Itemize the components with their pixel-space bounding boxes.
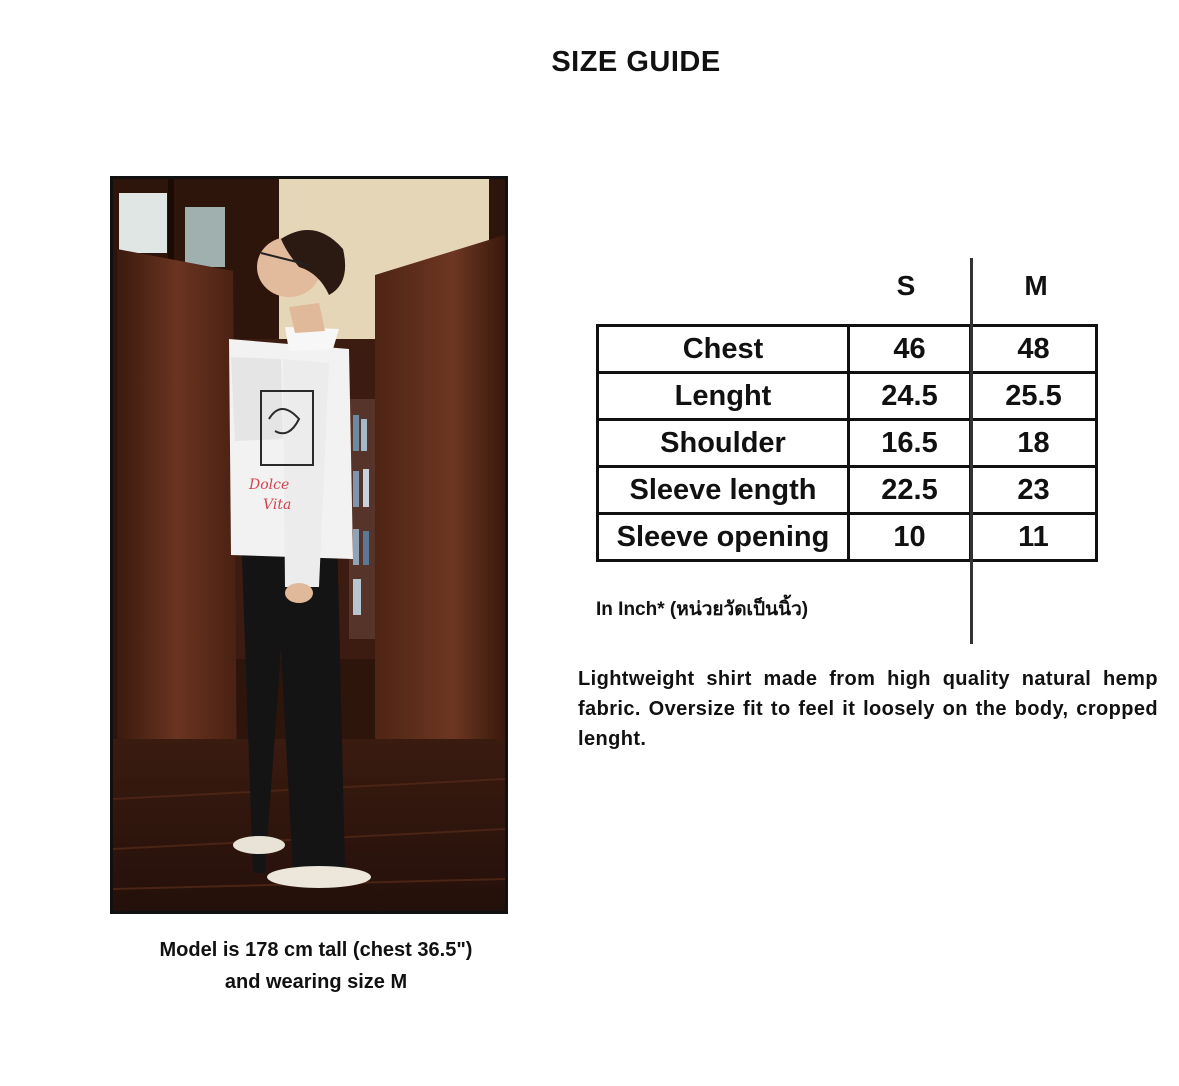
measure-label: Sleeve length <box>598 467 849 514</box>
size-chart-table <box>596 324 1098 562</box>
table-row <box>598 373 1097 420</box>
value-m: 23 <box>971 467 1097 514</box>
model-caption <box>110 934 522 998</box>
value-m: 25.5 <box>971 373 1097 420</box>
value-s: 10 <box>849 514 971 561</box>
measure-label: Lenght <box>598 373 849 420</box>
measure-label: Sleeve opening <box>598 514 849 561</box>
value-s: 24.5 <box>849 373 971 420</box>
size-header-s: S <box>896 270 916 301</box>
model-caption-line-1: Model is 178 cm tall (chest 36.5") <box>159 939 473 961</box>
table-row <box>598 326 1097 373</box>
shirt-print-vita: Vita <box>263 497 292 513</box>
measure-label: Shoulder <box>598 420 849 467</box>
value-s: 46 <box>849 326 971 373</box>
model-caption-line-2: and wearing size M <box>224 971 408 993</box>
model-photo <box>110 176 508 914</box>
value-m: 18 <box>971 420 1097 467</box>
table-row <box>598 467 1097 514</box>
value-s: 16.5 <box>849 420 971 467</box>
value-s: 22.5 <box>849 467 971 514</box>
unit-note: In Inch* (หน่วยวัดเป็นนิ้ว) <box>596 599 809 620</box>
page-title: SIZE GUIDE <box>551 46 721 78</box>
measure-label: Chest <box>598 326 849 373</box>
table-row <box>598 420 1097 467</box>
column-divider <box>970 258 973 644</box>
product-description: Lightweight shirt made from high quality natural hemp fabric. Oversize fit to feel it loosely on the body, cropped lenght. <box>578 668 1158 750</box>
value-m: 11 <box>971 514 1097 561</box>
value-m: 48 <box>971 326 1097 373</box>
shirt-print-dolce: Dolce <box>249 477 290 493</box>
table-row <box>598 514 1097 561</box>
size-header-m: M <box>1024 270 1048 301</box>
